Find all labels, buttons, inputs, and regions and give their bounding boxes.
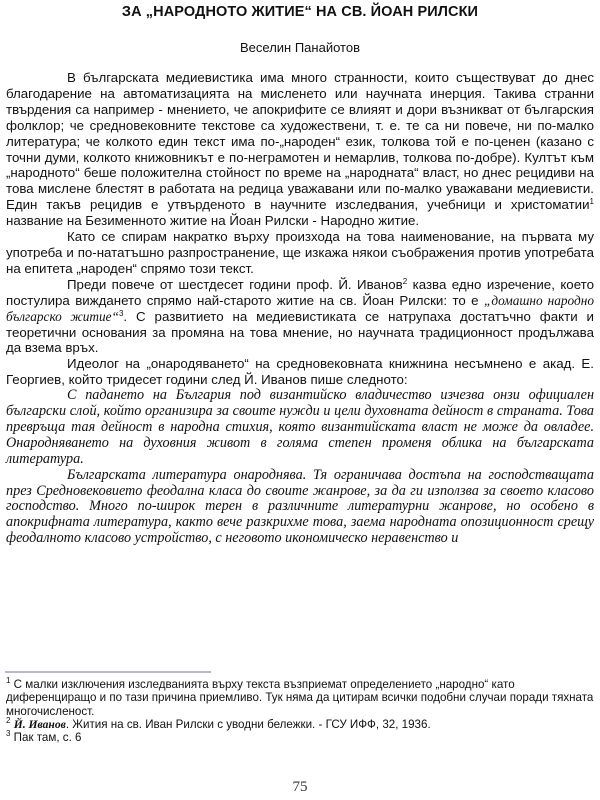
footnote-2 — [6, 715, 594, 731]
footnote-marker-2: 2 — [6, 715, 11, 725]
paragraph-3 — [6, 277, 594, 357]
footnotes — [6, 678, 594, 744]
footnote-2-author: Й. Иванов — [13, 717, 66, 731]
footnote-1-text: С малки изключения изследванията върху текста възприемат определението „народно“ като диференциращо и по тази причина приемливо. Тук няма да цитирам всички подобни случаи поради тяхната многочисленост. — [6, 678, 594, 718]
page-number: 75 — [292, 779, 308, 795]
block-quote — [6, 388, 594, 547]
paragraph-2: Като се спирам накратко върху произхода на това наименование, на първата му употреба и по-нататъшно разпространение, ще изкажа някои съображения против употребата на епитета „народен“ спрямо този текст. — [6, 229, 594, 276]
paragraph-4: Идеолог на „онародяването“ на средновековната книжнина несъмнено е акад. Е. Георгиев, който тридесет години след Й. Иванов пише следното: — [6, 356, 594, 388]
article-title: ЗА „НАРОДНОТО ЖИТИЕ“ НА СВ. ЙОАН РИЛСКИ — [121, 4, 479, 20]
footnote-ref-3[interactable]: 3 — [118, 308, 124, 318]
document-page — [6, 0, 594, 547]
footnote-ref-1[interactable]: 1 — [589, 197, 594, 207]
article-body — [6, 70, 594, 547]
paragraph-1 — [6, 70, 594, 229]
footnote-3 — [6, 731, 594, 744]
footnote-marker-1: 1 — [6, 676, 11, 685]
footnote-marker-3: 3 — [6, 729, 11, 739]
footnote-3-text: Пак там, с. 6 — [10, 731, 82, 745]
quote-paragraph-2: Българската литература онароднява. Тя ограничава достъпа на господстващата през Средновековието феодална класа до своите жанрове, за да ги използва за своето класово господство. Много по-широк терен в различните литературни жанрове, но особено в апокрифната литература, както вече разкрихме това, заема народната опозиционност срещу феодалното класово устройство, с неговото икономическо неравенство и — [6, 466, 594, 547]
article-author: Веселин Панайотов — [240, 40, 360, 55]
paragraph-3-text-c: . С развитието на медиевистиката се натрупаха достатъчно факти и теоретични основания за промяна на това мнение, но научната традиционност продължава да взема връх. — [6, 308, 594, 356]
paragraph-3-text-b: казва едно изречение, което постулира виждането спрямо най-старото житие на св. Йоан Рилски: то е — [6, 276, 594, 308]
footnote-2-text: . Жития на св. Иван Рилски с уводни бележки. - ГСУ ИФФ, 32, 1936. — [65, 717, 431, 731]
paragraph-1-text-b: название на Безименното житие на Йоан Рилски - Народно житие. — [6, 213, 420, 229]
paragraph-3-text-a: Преди повече от шестдесет години проф. Й. Иванов — [67, 276, 403, 292]
paragraph-1-text-a: В българската медиевистика има много странности, които съществуват до днес благодарение на автоматизацията на мисленето или научната инерция. Такива странни твърдения са например - мнението, че апокрифите се влияят и дори възникват от българския фолклор; че средновековните текстове са художествени, т. е. те са ни повече, ни по-малко литература; че колкото един текст има по-„народен“ език, толкова той е по-ценен (казано с точни думи, колкото книжовникът е по-неграмотен и немарлив, толкова по-добре). Култът към „народното“ беше положителна стойност по време на „народната“ власт, но днес рецидиви на това мислене блестят в работата на редица уважавани или по-малко уважавани медиевисти. Един такъв рецидив е утвърденото в научните изследвания, учебници и христоматии — [6, 70, 594, 213]
quote-paragraph-1: С падането на България под византийско владичество изчезва онзи официален български слой, който организира за своите нужди и цели духовната дейност в страната. Това превръща тая дейност в народна стихия, която византийската власт не може да овладее. Онародняването на духовния живот в голяма степен променя облика на българската литература. — [6, 387, 594, 467]
footnote-divider — [5, 671, 211, 673]
inline-quote: „домашно народно българско житие“ — [6, 292, 594, 324]
footnote-1 — [6, 678, 594, 718]
footnote-ref-2[interactable]: 2 — [402, 276, 408, 286]
